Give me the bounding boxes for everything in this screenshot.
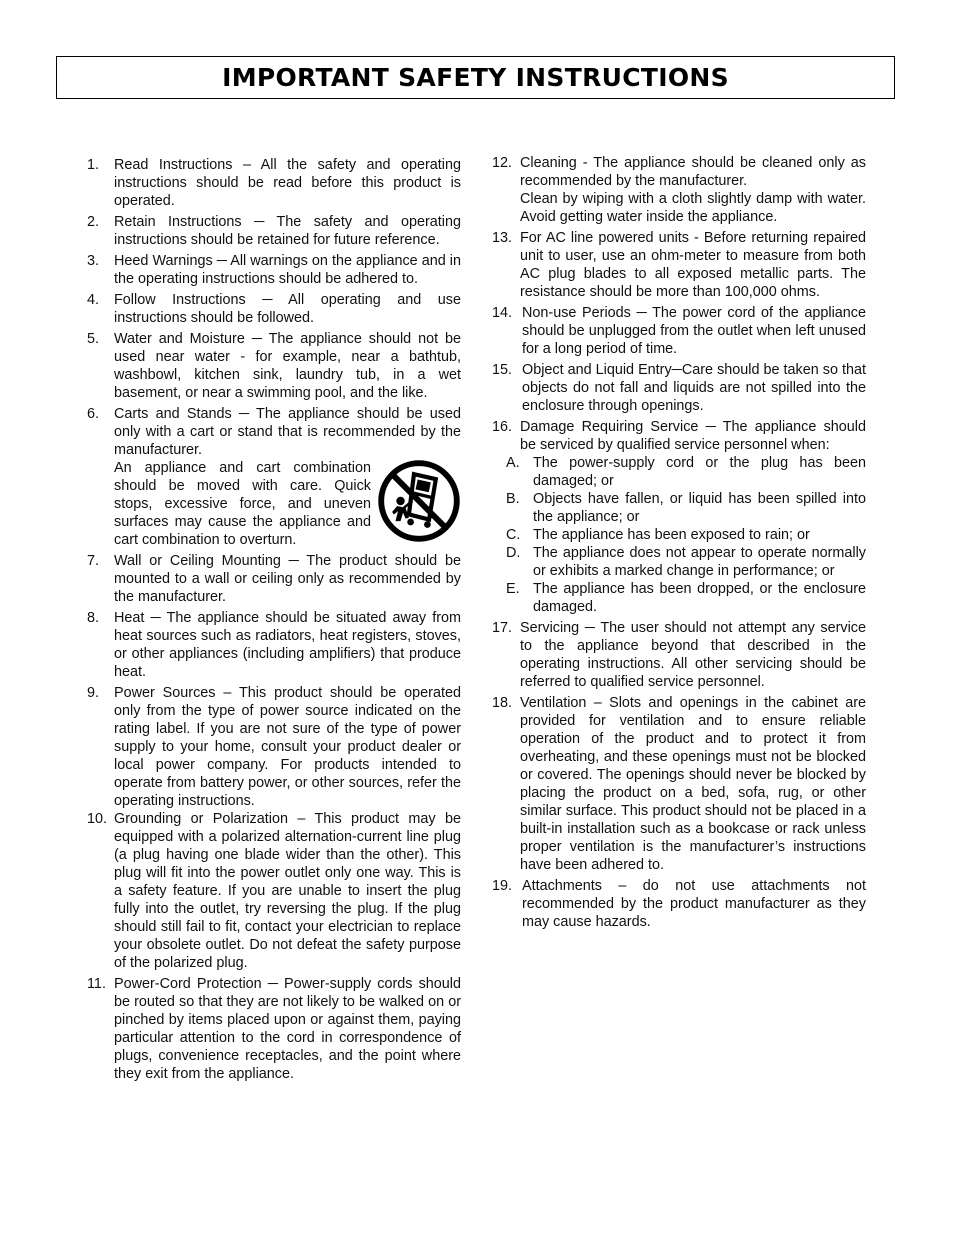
cart-warning-block bbox=[114, 459, 461, 549]
sub-item bbox=[506, 490, 866, 526]
item-number: 19. bbox=[492, 878, 513, 894]
item-text: Damage Requiring Service ─ The appliance should be serviced by qualified service personnel when: bbox=[520, 419, 866, 453]
item-extra-text: An appliance and cart combination should be moved with care. Quick stops, excessive force, and uneven surfaces may cause the appliance and cart combination to overturn. bbox=[114, 460, 371, 548]
item-number: 7. bbox=[87, 553, 100, 569]
list-item bbox=[87, 684, 461, 810]
list-item bbox=[492, 418, 866, 454]
item-text: Object and Liquid Entry─Care should be taken so that objects do not fall and liquids are not spilled into the enclosure through openings. bbox=[522, 362, 866, 414]
item-number: 16. bbox=[492, 419, 513, 435]
sub-item bbox=[506, 544, 866, 580]
left-column bbox=[87, 156, 461, 1086]
list-item bbox=[87, 252, 461, 288]
sub-item-text: The appliance has been exposed to rain; or bbox=[533, 527, 810, 543]
sub-item-text: Objects have fallen, or liquid has been spilled into the appliance; or bbox=[533, 491, 866, 525]
item-text: Non-use Periods ─ The power cord of the appliance should be unplugged from the outlet when left unused for a long period of time. bbox=[522, 305, 866, 357]
item-text: Water and Moisture ─ The appliance should not be used near water - for example, near a bathtub, washbowl, kitchen sink, laundry tub, in a wet basement, or near a swimming pool, and the like. bbox=[114, 331, 461, 401]
item-number: 17. bbox=[492, 620, 513, 636]
list-item bbox=[87, 405, 461, 549]
list-item bbox=[87, 213, 461, 249]
list-item bbox=[87, 330, 461, 402]
item-text: Follow Instructions ─ All operating and use instructions should be followed. bbox=[114, 292, 461, 326]
sub-item-letter: C. bbox=[506, 527, 521, 543]
title-box bbox=[56, 56, 895, 99]
sub-item bbox=[506, 526, 866, 544]
item-number: 2. bbox=[87, 214, 100, 230]
item-text: Attachments – do not use attachments not recommended by the product manufacturer as they may cause hazards. bbox=[522, 878, 866, 930]
list-item bbox=[492, 304, 866, 358]
list-item bbox=[87, 810, 461, 972]
item-number: 6. bbox=[87, 406, 100, 422]
list-item bbox=[492, 877, 866, 931]
item-text: Cleaning - The appliance should be cleaned only as recommended by the manufacturer. bbox=[520, 155, 866, 189]
list-item bbox=[492, 694, 866, 874]
item-number: 10. bbox=[87, 811, 108, 827]
sub-item-letter: D. bbox=[506, 545, 521, 561]
item-extra-text: Clean by wiping with a cloth slightly damp with water. Avoid getting water inside the appliance. bbox=[520, 191, 866, 225]
item-text: Heat ─ The appliance should be situated away from heat sources such as radiators, heat registers, stoves, or other appliances (including amplifiers) that produce heat. bbox=[114, 610, 461, 680]
item-text: Retain Instructions ─ The safety and operating instructions should be retained for future reference. bbox=[114, 214, 461, 248]
sub-item-letter: A. bbox=[506, 455, 520, 471]
sub-item-text: The appliance has been dropped, or the enclosure damaged. bbox=[533, 581, 866, 615]
item-number: 14. bbox=[492, 305, 513, 321]
item-text: Heed Warnings ─ All warnings on the appliance and in the operating instructions should be adhered to. bbox=[114, 253, 461, 287]
sub-item-text: The power-supply cord or the plug has been damaged; or bbox=[533, 455, 866, 489]
sub-item bbox=[506, 454, 866, 490]
list-item bbox=[87, 609, 461, 681]
list-item bbox=[492, 154, 866, 226]
item-text: Grounding or Polarization – This product may be equipped with a polarized alternation-current line plug (a plug having one blade wider than the other). This plug will fit into the power outlet only one way. This is a safety feature. If you are unable to insert the plug fully into the outlet, try reversing the plug. If the plug should still fail to fit, contact your electrician to replace your obsolete outlet. Do not defeat the safety purpose of the polarized plug. bbox=[114, 811, 461, 971]
item-number: 12. bbox=[492, 155, 513, 171]
item-number: 8. bbox=[87, 610, 100, 626]
item-number: 3. bbox=[87, 253, 100, 269]
list-item bbox=[87, 156, 461, 210]
sub-item bbox=[506, 580, 866, 616]
list-item bbox=[492, 619, 866, 691]
list-item bbox=[492, 361, 866, 415]
item-text: Ventilation – Slots and openings in the cabinet are provided for ventilation and to ensure reliable operation of the product and to protect it from overheating, and these openings must not be blocked or covered. The openings should never be blocked by placing the product on a bed, sofa, rug, or other similar surface. This product should not be placed in a built-in installation such as a bookcase or rack unless proper ventilation is the manufacturer’s instructions have been adhered to. bbox=[520, 695, 866, 873]
sub-item-letter: B. bbox=[506, 491, 520, 507]
list-item bbox=[87, 552, 461, 606]
item-number: 4. bbox=[87, 292, 100, 308]
item-text: Carts and Stands ─ The appliance should be used only with a cart or stand that is recommended by the manufacturer. bbox=[114, 406, 461, 458]
item-number: 5. bbox=[87, 331, 100, 347]
cart-tip-over-warning-icon bbox=[377, 459, 461, 543]
item-text: Power-Cord Protection ─ Power-supply cords should be routed so that they are not likely to be walked on or pinched by items placed upon or against them, paying particular attention to the cord in correspondence of plugs, convenience receptacles, and the point where they exit from the appliance. bbox=[114, 976, 461, 1082]
right-column bbox=[492, 154, 866, 934]
list-item bbox=[87, 291, 461, 327]
sub-item-letter: E. bbox=[506, 581, 520, 597]
item-text: Power Sources – This product should be operated only from the type of power source indicated on the rating label. If you are not sure of the type of power supply to your home, consult your product dealer or local power company. For products intended to operate from battery power, or other sources, refer the operating instructions. bbox=[114, 685, 461, 809]
item-text: Servicing ─ The user should not attempt any service to the appliance beyond that described in the operating instructions. All other servicing should be referred to qualified service personnel. bbox=[520, 620, 866, 690]
list-item bbox=[492, 229, 866, 301]
item-text: Wall or Ceiling Mounting ─ The product should be mounted to a wall or ceiling only as recommended by the manufacturer. bbox=[114, 553, 461, 605]
item-text: For AC line powered units - Before returning repaired unit to user, use an ohm-meter to measure from both AC plug blades to all exposed metallic parts. The resistance should be more than 100,000 ohms. bbox=[520, 230, 866, 300]
item-number: 13. bbox=[492, 230, 513, 246]
item-text: Read Instructions – All the safety and operating instructions should be read before this product is operated. bbox=[114, 157, 461, 209]
sub-item-text: The appliance does not appear to operate normally or exhibits a marked change in performance; or bbox=[533, 545, 866, 579]
item-number: 15. bbox=[492, 362, 513, 378]
page-title: IMPORTANT SAFETY INSTRUCTIONS bbox=[222, 63, 729, 92]
list-item bbox=[87, 975, 461, 1083]
item-number: 18. bbox=[492, 695, 513, 711]
item-number: 11. bbox=[87, 976, 106, 992]
item-number: 1. bbox=[87, 157, 100, 173]
item-number: 9. bbox=[87, 685, 100, 701]
